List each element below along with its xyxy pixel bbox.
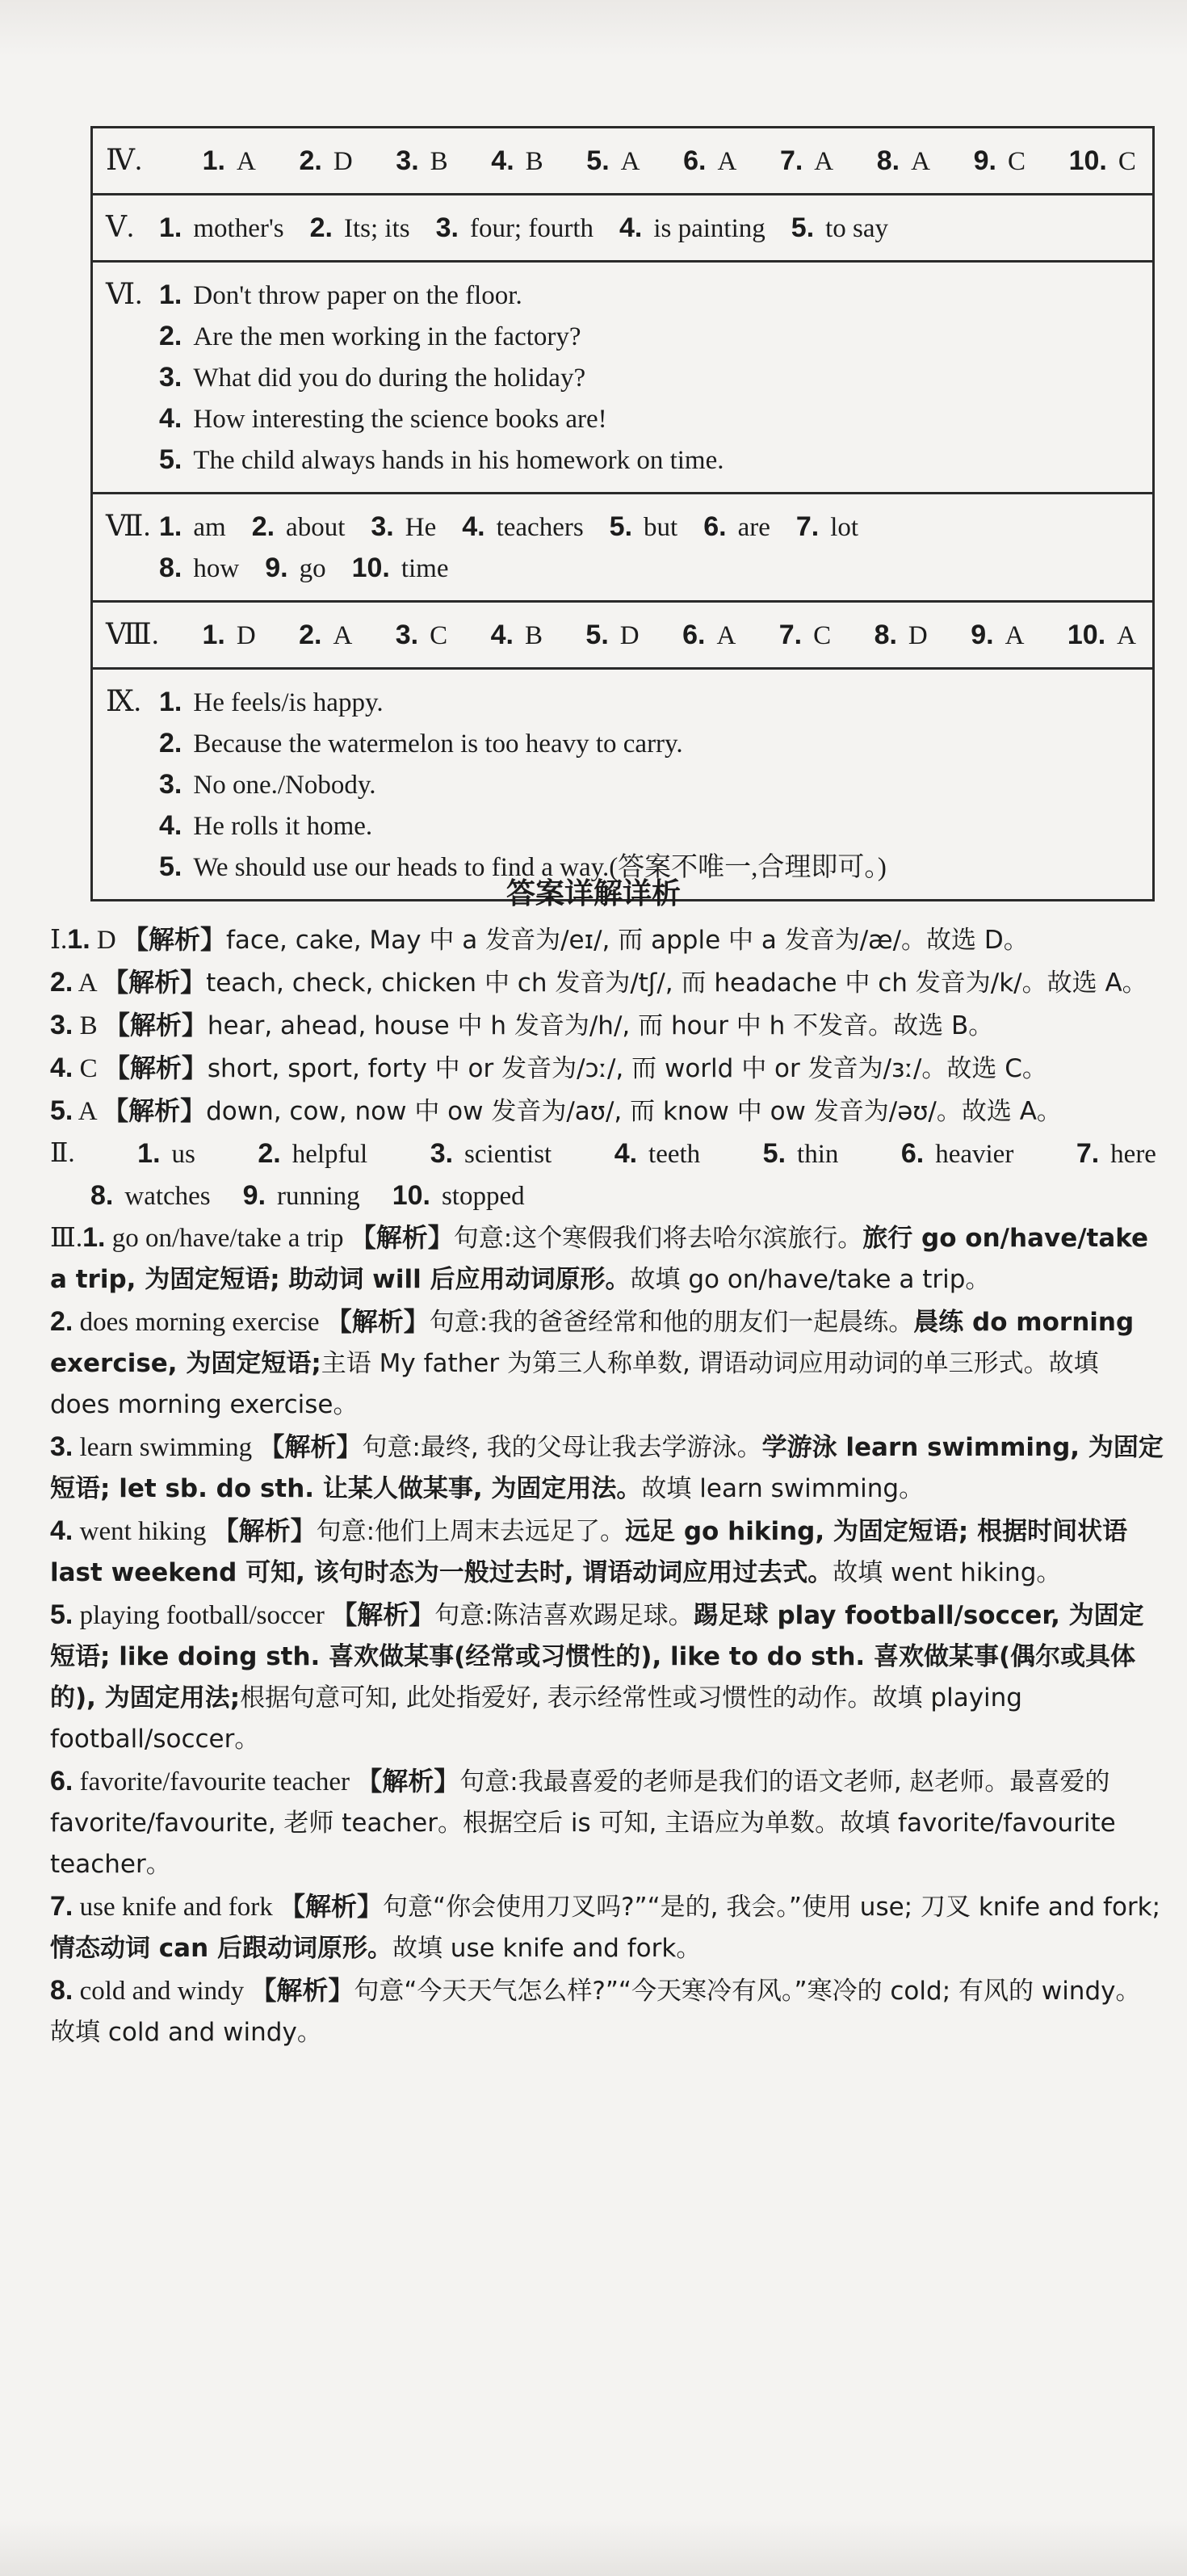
item-number: 1. <box>159 511 182 542</box>
item-answer: A <box>236 147 256 176</box>
answer-item <box>875 615 928 656</box>
item-answer: How interesting the science books are! <box>193 405 607 434</box>
item-number: 7. <box>795 511 820 542</box>
item-number: 10. <box>351 553 390 583</box>
analysis-tag: 【解析】 <box>103 967 207 998</box>
section-label: Ⅸ. <box>106 685 141 717</box>
item-answer: C <box>813 621 832 650</box>
analysis-text: 句意:最终, 我的父母让我去学游泳。 <box>362 1433 762 1462</box>
item-number: 2. <box>50 1306 73 1337</box>
item-answer: am <box>193 513 226 542</box>
answer-line <box>106 316 1136 357</box>
answer-item <box>877 141 930 182</box>
explanation-item <box>50 1761 1164 1885</box>
answer-item <box>159 208 284 249</box>
item-number: 10. <box>1068 145 1107 176</box>
answer-item <box>352 548 449 589</box>
answer-item <box>703 506 770 548</box>
item-answer: B <box>525 147 543 176</box>
item-number: 2. <box>50 967 73 998</box>
item-answer: playing football/soccer <box>79 1601 325 1630</box>
item-number: 5. <box>586 145 610 176</box>
item-number: 10. <box>392 1180 430 1211</box>
item-answer: B <box>524 621 543 650</box>
analysis-text: face, cake, May 中 a 发音为/eɪ/, 而 apple 中 a 发音为/æ/。故选 D。 <box>226 926 1029 955</box>
answer-item <box>203 141 256 182</box>
item-answer: What did you do during the holiday? <box>193 363 586 393</box>
item-answer: C <box>430 621 448 650</box>
item-number: 1. <box>82 1222 106 1253</box>
item-answer: D <box>619 621 640 650</box>
answer-line <box>106 357 1136 398</box>
item-number: 2. <box>159 321 182 351</box>
item-number: 8. <box>876 145 900 176</box>
analysis-key-point: 学游泳 learn swimming, 为固定短语; let sb. do sth. 让某人做某事, 为固定用法。 <box>50 1433 1164 1503</box>
item-answer: D <box>236 621 256 650</box>
item-answer: lot <box>830 513 859 542</box>
item-number: 3. <box>50 1010 73 1040</box>
item-answer: heavier <box>935 1140 1014 1169</box>
answer-item <box>371 506 436 548</box>
item-answer: A <box>78 969 96 998</box>
item-number: 9. <box>971 620 994 650</box>
section-label: Ⅰ. <box>50 926 68 955</box>
part2-line1 <box>50 1133 1164 1175</box>
item-answer: A <box>814 147 834 176</box>
row-viii <box>92 602 1154 669</box>
item-answer: but <box>644 513 678 542</box>
analysis-text: 句意:我的爸爸经常和他的朋友们一起晨练。 <box>429 1308 914 1337</box>
answer-item <box>159 506 226 548</box>
item-number: 3. <box>50 1431 73 1462</box>
item-number: 1. <box>159 279 182 310</box>
item-number: 7. <box>779 145 803 176</box>
item-number: 1. <box>202 145 225 176</box>
vii-answers-line2 <box>106 548 1136 589</box>
answer-item <box>971 615 1024 656</box>
row-vii <box>92 494 1154 602</box>
item-number: 9. <box>265 553 288 583</box>
explanation-body <box>50 919 1164 2054</box>
item-number: 3. <box>395 620 419 650</box>
item-number: 3. <box>159 362 182 393</box>
answer-item <box>491 615 543 656</box>
item-answer: A <box>716 621 736 650</box>
answer-item <box>1067 615 1136 656</box>
item-answer: D <box>333 147 353 176</box>
item-answer: C <box>1118 147 1136 176</box>
answer-item <box>90 1175 211 1217</box>
answer-line <box>106 274 1136 316</box>
explanation-item <box>50 962 1164 1004</box>
answer-item <box>585 615 639 656</box>
answer-item <box>396 615 447 656</box>
item-answer: went hiking <box>79 1517 207 1546</box>
item-number: 8. <box>50 1975 73 2006</box>
item-number: 8. <box>90 1180 114 1211</box>
item-number: 4. <box>50 1515 73 1546</box>
item-number: 10. <box>1067 620 1106 650</box>
analysis-text: 句意“你会使用刀叉吗?”“是的, 我会。”使用 use; 刀叉 knife and fork; <box>383 1893 1161 1922</box>
item-answer: how <box>193 554 240 583</box>
item-answer: learn swimming <box>79 1433 253 1462</box>
part2-line2 <box>50 1175 1164 1217</box>
item-answer: A <box>717 147 737 176</box>
row-v <box>92 195 1154 262</box>
item-answer: running <box>277 1182 360 1211</box>
explanation-item <box>50 1090 1164 1133</box>
analysis-conclusion: 主语 My father 为第三人称单数, 谓语动词应用动词的单三形式。故填 does morning exercise。 <box>50 1349 1099 1419</box>
analysis-tag: 【解析】 <box>279 1891 384 1922</box>
answer-line <box>106 398 1136 439</box>
answer-item <box>796 506 858 548</box>
analysis-conclusion: 根据句意可知, 此处指爱好, 表示经常性或习惯性的动作。故填 playing football/soccer。 <box>50 1683 1022 1754</box>
item-answer: B <box>430 147 448 176</box>
answer-item <box>436 208 594 249</box>
item-answer: go on/have/take a trip <box>111 1224 344 1253</box>
analysis-key-point: 情态动词 can 后跟动词原形。 <box>50 1934 392 1963</box>
answer-item <box>491 141 543 182</box>
answer-item <box>619 208 765 249</box>
analysis-conclusion: 故填 learn swimming。 <box>641 1474 925 1503</box>
explanation-item <box>50 1427 1164 1510</box>
item-answer: A <box>78 1097 96 1126</box>
item-number: 2. <box>159 728 182 759</box>
answer-item <box>1069 141 1136 182</box>
item-answer: He <box>405 513 437 542</box>
answer-item <box>299 141 352 182</box>
analysis-tag: 【解析】 <box>325 1306 430 1337</box>
answer-item <box>265 548 325 589</box>
answer-item <box>1076 1133 1156 1175</box>
item-answer: A <box>1117 621 1136 650</box>
item-number: 1. <box>159 687 182 717</box>
answer-item <box>614 1133 701 1175</box>
analysis-conclusion: 故填 use knife and fork。 <box>392 1934 702 1963</box>
item-number: 5. <box>50 1095 73 1126</box>
analysis-key-point: 旅行 go on/have/take a trip, 为固定短语; 助动词 will 后应用动词原形。 <box>50 1224 1149 1294</box>
item-number: 7. <box>50 1891 73 1922</box>
explanation-item <box>50 1005 1164 1047</box>
item-number: 5. <box>609 511 633 542</box>
answer-line <box>106 681 1136 723</box>
analysis-text: hear, ahead, house 中 h 发音为/h/, 而 hour 中 h 不发音。故选 B。 <box>207 1011 994 1040</box>
analysis-text: 句意“今天天气怎么样?”“今天寒冷有风。”寒冷的 cold; 有风的 windy。故填 cold and windy。 <box>50 1977 1141 2047</box>
item-number: 1. <box>67 924 90 955</box>
item-number: 8. <box>159 553 182 583</box>
explanation-item <box>50 1595 1164 1760</box>
item-answer: A <box>1005 621 1025 650</box>
analysis-tag: 【解析】 <box>356 1766 460 1796</box>
scan-bottom-edge <box>0 2520 1187 2576</box>
item-number: 3. <box>435 212 459 243</box>
answer-item <box>586 141 640 182</box>
answer-item <box>310 208 410 249</box>
item-number: 4. <box>614 1138 638 1169</box>
item-number: 7. <box>1076 1138 1100 1169</box>
answer-item <box>258 1133 367 1175</box>
answer-item <box>137 1133 195 1175</box>
item-number: 3. <box>159 769 182 800</box>
item-answer: about <box>286 513 346 542</box>
answer-item <box>396 141 447 182</box>
item-number: 2. <box>251 511 275 542</box>
answer-item <box>252 506 346 548</box>
answer-item <box>901 1133 1013 1175</box>
item-number: 4. <box>462 511 485 542</box>
item-number: 4. <box>159 403 182 434</box>
item-number: 2. <box>309 212 333 243</box>
analysis-text: 句意:我最喜爱的老师是我们的语文老师, 赵老师。最喜爱的 favorite/favourite, 老师 teacher。根据空后 is 可知, 主语应为单数。故填 favorite/favourite teacher。 <box>50 1767 1116 1879</box>
section-label: Ⅴ. <box>106 211 134 243</box>
item-answer: go <box>299 554 326 583</box>
item-answer: No one./Nobody. <box>193 771 376 800</box>
item-answer: A <box>911 147 930 176</box>
item-number: 9. <box>242 1180 266 1211</box>
item-number: 6. <box>683 145 707 176</box>
answer-item <box>299 615 352 656</box>
item-answer: favorite/favourite teacher <box>79 1767 350 1796</box>
analysis-text: 句意:陈洁喜欢踢足球。 <box>434 1601 694 1630</box>
analysis-tag: 【解析】 <box>331 1599 435 1630</box>
item-answer: use knife and fork <box>79 1893 273 1922</box>
analysis-tag: 【解析】 <box>123 924 227 955</box>
item-number: 3. <box>430 1138 454 1169</box>
answer-item <box>780 141 833 182</box>
item-number: 3. <box>371 511 394 542</box>
item-number: 4. <box>490 620 514 650</box>
item-answer: time <box>401 554 449 583</box>
item-number: 5. <box>159 851 182 882</box>
item-number: 3. <box>396 145 419 176</box>
explanation-item <box>50 1217 1164 1301</box>
row-vi <box>92 262 1154 494</box>
analysis-key-point: 远足 go hiking, 为固定短语; 根据时间状语 last weekend 可知, 该句时态为一般过去时, 谓语动词应用过去式。 <box>50 1517 1128 1587</box>
item-number: 2. <box>258 1138 281 1169</box>
answer-line <box>106 439 1136 481</box>
answer-item <box>683 141 736 182</box>
item-number: 4. <box>619 212 643 243</box>
explanation-item <box>50 1970 1164 2053</box>
analysis-text: 句意:他们上周末去远足了。 <box>316 1517 626 1546</box>
answer-line <box>106 764 1136 805</box>
analysis-key-point: 晨练 do morning exercise, 为固定短语; <box>50 1308 1135 1378</box>
answer-item <box>392 1175 525 1217</box>
item-number: 6. <box>50 1766 73 1796</box>
item-answer: cold and windy <box>79 1977 245 2006</box>
analysis-conclusion: 故填 go on/have/take a trip。 <box>630 1265 991 1294</box>
explanation-item <box>50 1886 1164 1969</box>
v-answers <box>106 207 1136 249</box>
iv-answers <box>106 140 1136 182</box>
item-number: 5. <box>159 444 182 475</box>
analysis-text: short, sport, forty 中 or 发音为/ɔː/, 而 world 中 or 发音为/ɜː/。故选 C。 <box>207 1054 1047 1083</box>
answer-item <box>462 506 583 548</box>
item-answer: teeth <box>648 1140 701 1169</box>
answer-item <box>974 141 1026 182</box>
item-answer: C <box>79 1054 98 1083</box>
item-answer: teachers <box>496 513 584 542</box>
item-number: 5. <box>50 1599 73 1630</box>
answer-table <box>90 126 1155 901</box>
item-number: 2. <box>299 145 322 176</box>
section-label: Ⅷ. <box>106 618 159 650</box>
item-answer: us <box>171 1140 195 1169</box>
item-answer: Don't throw paper on the floor. <box>193 281 522 310</box>
analysis-tag: 【解析】 <box>103 1095 207 1126</box>
explanation-item <box>50 1511 1164 1594</box>
item-number: 5. <box>762 1138 786 1169</box>
item-number: 4. <box>159 810 182 841</box>
analysis-text: down, cow, now 中 ow 发音为/aʊ/, 而 know 中 ow 发音为/əʊ/。故选 A。 <box>206 1097 1062 1126</box>
analysis-conclusion: 故填 went hiking。 <box>833 1558 1062 1587</box>
section-label: Ⅱ. <box>50 1139 75 1168</box>
section-label: Ⅲ. <box>50 1224 83 1253</box>
analysis-tag: 【解析】 <box>103 1053 208 1083</box>
item-number: 1. <box>159 212 182 243</box>
ix-answers <box>106 681 1136 888</box>
analysis-tag: 【解析】 <box>103 1010 208 1040</box>
analysis-tag: 【解析】 <box>258 1431 363 1462</box>
answer-item <box>430 1133 552 1175</box>
item-answer: We should use our heads to find a way.(答案不唯一,合理即可。) <box>193 853 887 882</box>
analysis-tag: 【解析】 <box>350 1222 454 1253</box>
analysis-tag: 【解析】 <box>212 1515 317 1546</box>
answer-item <box>243 1175 360 1217</box>
item-number: 7. <box>778 620 803 650</box>
answer-item <box>610 506 678 548</box>
answer-item <box>763 1133 839 1175</box>
item-answer: B <box>79 1011 98 1040</box>
item-answer: Are the men working in the factory? <box>193 322 581 351</box>
item-answer: The child always hands in his homework on time. <box>193 446 724 475</box>
item-number: 5. <box>585 620 609 650</box>
section-label: Ⅳ. <box>106 144 142 176</box>
item-number: 6. <box>703 511 727 542</box>
answer-item <box>791 208 888 249</box>
item-answer: helpful <box>292 1140 368 1169</box>
explanation-title: 答案详解详析 <box>505 877 681 910</box>
item-number: 5. <box>791 212 815 243</box>
item-number: 2. <box>299 620 322 650</box>
section-label: Ⅵ. <box>106 278 143 310</box>
item-answer: four; fourth <box>469 214 594 243</box>
item-answer: are <box>737 513 770 542</box>
item-answer: scientist <box>464 1140 552 1169</box>
explanation-item <box>50 1301 1164 1426</box>
item-answer: A <box>620 147 640 176</box>
item-answer: does morning exercise <box>79 1308 320 1337</box>
item-number: 9. <box>973 145 996 176</box>
item-number: 6. <box>900 1138 925 1169</box>
row-iv <box>92 128 1154 195</box>
item-number: 1. <box>137 1138 161 1169</box>
item-answer: Its; its <box>343 214 410 243</box>
item-answer: here <box>1110 1140 1156 1169</box>
answer-line <box>106 723 1136 764</box>
answer-item <box>682 615 736 656</box>
analysis-key-point: 踢足球 play football/soccer, 为固定短语; like doing sth. 喜欢做某事(经常或习惯性的), like to do sth. 喜欢做某事(偶尔或具体的), 为固定用法; <box>50 1601 1144 1712</box>
row-ix <box>92 669 1154 901</box>
item-number: 6. <box>682 620 706 650</box>
answer-item <box>202 615 255 656</box>
item-answer: is painting <box>653 214 765 243</box>
item-answer: A <box>333 621 353 650</box>
analysis-text: teach, check, chicken 中 ch 发音为/tʃ/, 而 headache 中 ch 发音为/k/。故选 A。 <box>206 969 1147 998</box>
vi-answers <box>106 274 1136 481</box>
item-answer: watches <box>124 1182 211 1211</box>
analysis-text: 句意:这个寒假我们将去哈尔滨旅行。 <box>453 1224 863 1253</box>
item-answer: Because the watermelon is too heavy to carry. <box>193 729 683 759</box>
item-answer: He feels/is happy. <box>193 688 384 717</box>
answer-item <box>159 548 239 589</box>
item-answer: to say <box>825 214 889 243</box>
answer-item <box>779 615 831 656</box>
item-answer: thin <box>797 1140 839 1169</box>
vii-answers-line1 <box>106 506 1136 548</box>
item-answer: C <box>1007 147 1026 176</box>
analysis-tag: 【解析】 <box>250 1975 354 2006</box>
item-number: 1. <box>202 620 225 650</box>
item-number: 4. <box>491 145 514 176</box>
section-label: Ⅶ. <box>106 510 151 542</box>
item-answer: He rolls it home. <box>193 812 373 841</box>
scan-top-edge <box>0 0 1187 57</box>
item-answer: stopped <box>441 1182 525 1211</box>
answer-line <box>106 805 1136 847</box>
viii-answers <box>106 614 1136 656</box>
item-answer: D <box>908 621 928 650</box>
item-answer: D <box>96 926 116 955</box>
item-number: 8. <box>874 620 897 650</box>
item-number: 4. <box>50 1053 73 1083</box>
explanation-item <box>50 919 1164 961</box>
explanation-item <box>50 1048 1164 1090</box>
item-answer: mother's <box>193 214 284 243</box>
